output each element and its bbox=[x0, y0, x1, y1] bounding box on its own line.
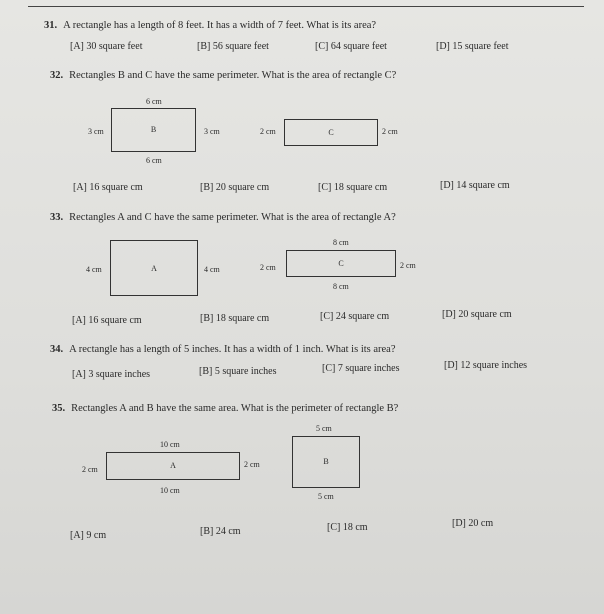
option-d: [D] 14 square cm bbox=[440, 180, 510, 191]
rect-b-bottom-label: 5 cm bbox=[318, 492, 334, 501]
question-number: 33. bbox=[50, 212, 64, 223]
question-number: 32. bbox=[50, 70, 64, 81]
question-text: A rectangle has a length of 8 feet. It has a width of 7 feet. What is its area? bbox=[63, 20, 377, 31]
option-d: [D] 12 square inches bbox=[444, 360, 528, 371]
rect-c-bottom-label: 8 cm bbox=[333, 282, 349, 291]
question-32 bbox=[50, 70, 396, 81]
rect-b-bottom-label: 6 cm bbox=[146, 156, 162, 165]
option-b: [B] 18 square cm bbox=[200, 313, 270, 324]
question-number: 31. bbox=[44, 20, 58, 31]
rectangle-label: C bbox=[328, 128, 334, 137]
question-31 bbox=[44, 20, 376, 31]
rectangle-a bbox=[110, 240, 198, 296]
rectangle-label: C bbox=[338, 259, 344, 268]
question-text: A rectangle has a length of 5 inches. It has a width of 1 inch. What is its area? bbox=[69, 344, 396, 355]
rect-a-left-label: 4 cm bbox=[86, 265, 102, 274]
option-c: [C] 24 square cm bbox=[320, 311, 390, 322]
option-c: [C] 7 square inches bbox=[322, 363, 400, 374]
rect-c-left-label: 2 cm bbox=[260, 127, 276, 136]
rectangle-b bbox=[292, 436, 360, 488]
option-d: [D] 20 square cm bbox=[442, 309, 512, 320]
option-b: [B] 56 square feet bbox=[197, 41, 269, 52]
rectangle-b bbox=[111, 108, 196, 152]
option-b: [B] 5 square inches bbox=[199, 366, 277, 377]
option-b: [B] 24 cm bbox=[200, 526, 241, 537]
option-c: [C] 18 cm bbox=[327, 522, 368, 533]
question-text: Rectangles A and C have the same perimeter. What is the area of rectangle A? bbox=[69, 212, 396, 223]
option-d: [D] 20 cm bbox=[452, 518, 494, 529]
rect-c-left-label: 2 cm bbox=[260, 263, 276, 272]
question-34 bbox=[50, 344, 396, 355]
option-d: [D] 15 square feet bbox=[436, 41, 509, 52]
rect-b-top-label: 5 cm bbox=[316, 424, 332, 433]
rect-b-right-label: 3 cm bbox=[204, 127, 220, 136]
rectangle-a bbox=[106, 452, 240, 480]
option-a: [A] 9 cm bbox=[70, 530, 107, 541]
rect-c-right-label: 2 cm bbox=[382, 127, 398, 136]
rectangle-label: A bbox=[151, 264, 157, 273]
rectangle-label: B bbox=[150, 125, 157, 134]
rectangle-c bbox=[286, 250, 396, 277]
rect-a-right-label: 2 cm bbox=[244, 460, 260, 469]
rect-b-top-label: 6 cm bbox=[146, 97, 162, 106]
top-rule bbox=[28, 6, 584, 7]
option-a: [A] 16 square cm bbox=[73, 182, 143, 193]
option-a: [A] 16 square cm bbox=[72, 315, 142, 326]
question-number: 35. bbox=[52, 403, 66, 414]
rectangle-label: A bbox=[170, 461, 176, 470]
question-text: Rectangles B and C have the same perimeter. What is the area of rectangle C? bbox=[69, 70, 397, 81]
question-35 bbox=[52, 403, 398, 414]
option-c: [C] 64 square feet bbox=[315, 41, 387, 52]
rect-a-right-label: 4 cm bbox=[204, 265, 220, 274]
question-text: Rectangles A and B have the same area. What is the perimeter of rectangle B? bbox=[71, 403, 399, 414]
question-33 bbox=[50, 212, 396, 223]
option-c: [C] 18 square cm bbox=[318, 182, 388, 193]
rect-a-top-label: 10 cm bbox=[160, 440, 180, 449]
rect-b-left-label: 3 cm bbox=[88, 127, 104, 136]
rectangle-label: B bbox=[323, 457, 329, 466]
rect-c-top-label: 8 cm bbox=[333, 238, 349, 247]
rectangle-c bbox=[284, 119, 378, 146]
rect-a-left-label: 2 cm bbox=[82, 465, 98, 474]
option-a: [A] 30 square feet bbox=[70, 41, 143, 52]
rect-a-bottom-label: 10 cm bbox=[160, 486, 180, 495]
question-number: 34. bbox=[50, 344, 64, 355]
rect-c-right-label: 2 cm bbox=[400, 261, 416, 270]
option-b: [B] 20 square cm bbox=[200, 182, 270, 193]
option-a: [A] 3 square inches bbox=[72, 369, 151, 380]
